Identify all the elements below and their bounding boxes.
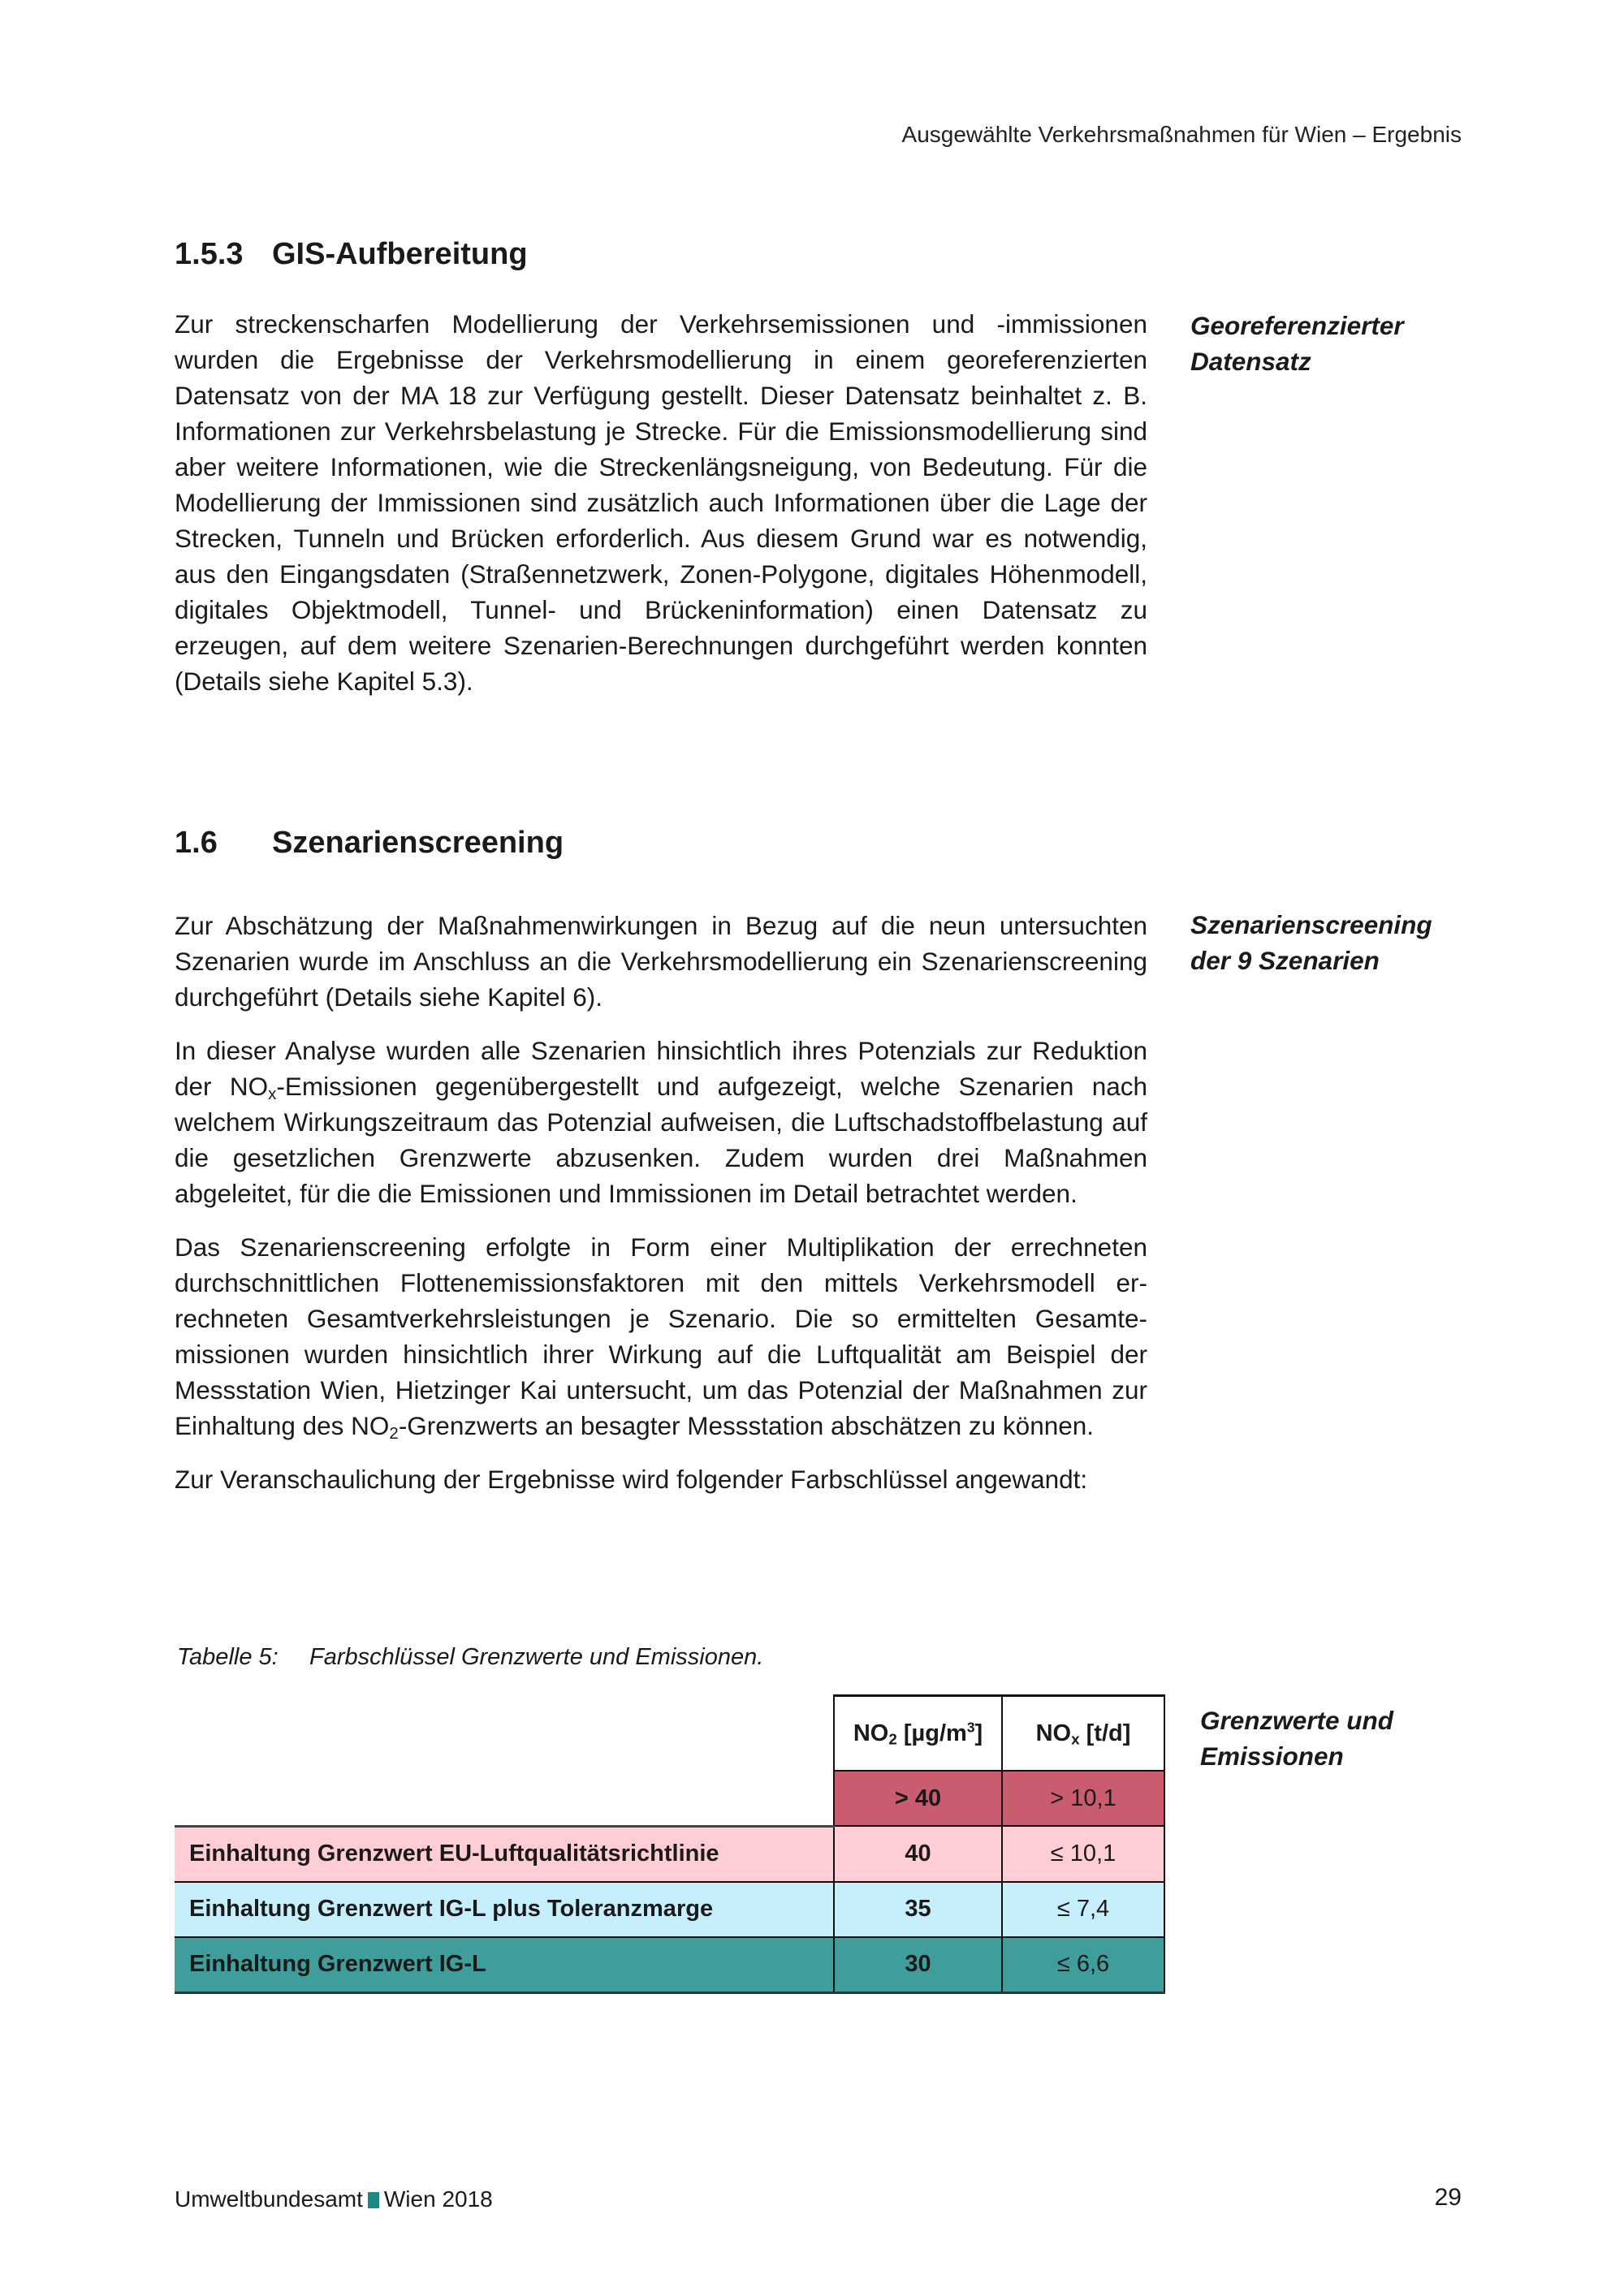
text-run: -Emissionen gegenübergestellt und aufgezeigt, welche Szenarien nach welchem Wirkungszeitraum das Potenzial aufweisen, die Luftschadstoffbelastung auf die gesetzlichen Grenzwerte abzusenken. Zudem wurden drei Maßnahmen abgeleitet, für die die Emissionen und Immissionen im Detail betrachtet werden. (175, 1072, 1147, 1208)
no2-value-cell: 40 (834, 1826, 1002, 1882)
row-label: Einhaltung Grenzwert EU-Luftqualitätsrichtlinie (175, 1826, 834, 1882)
subscript: x (268, 1085, 277, 1104)
section-title: Szenarienscreening (272, 826, 564, 860)
margin-note-line: Emissionen (1200, 1741, 1344, 1771)
margin-note-georeferenced (1190, 308, 1404, 379)
body-text (175, 1033, 1147, 1211)
publisher-name: Umweltbundesamt (175, 2186, 363, 2212)
no2-value-cell: > 40 (834, 1771, 1002, 1826)
table-header-row (175, 1696, 1164, 1772)
gis-paragraph (175, 306, 1147, 717)
margin-note-line: Datensatz (1190, 347, 1311, 376)
caption-text: Farbschlüssel Grenzwerte und Emissionen. (309, 1644, 764, 1670)
table-caption (177, 1644, 763, 1671)
text-run: In dieser Analyse wurden alle Szenarien hinsichtlich ihres Potenzials zur Reduktion der NO (175, 1036, 1147, 1101)
table-empty-cell (175, 1696, 834, 1772)
section-number: 1.6 (175, 826, 218, 860)
screening-paragraphs (175, 908, 1147, 1515)
margin-note-line: Grenzwerte und (1200, 1706, 1394, 1735)
footer-publisher (175, 2186, 493, 2212)
section-number: 1.5.3 (175, 237, 244, 271)
text-run: Das Szenarienscreening erfolgte in Form einer Multiplikation der errechneten durchschnittlichen Flottenemissionsfaktoren mit den mittels Verkehrsmodell errechneten Gesamtverkehrsleistungen je Szenario. Die so ermittelten Gesamtemissionen wurden hinsichtlich ihrer Wirkung auf die Luftqualität am Beispiel der Messstation Wien, Hietzinger Kai untersucht, um das Potenzial der Maßnahmen zur Einhaltung des NO (175, 1232, 1147, 1440)
body-text: Zur Veranschaulichung der Ergebnisse wird folgender Farbschlüssel angewandt: (175, 1465, 1088, 1494)
body-text (175, 1229, 1147, 1444)
margin-note-screening (1190, 907, 1432, 978)
nox-value-cell: ≤ 6,6 (1002, 1937, 1164, 1993)
section-heading-screening (175, 826, 564, 861)
table-empty-cell (175, 1771, 834, 1826)
table-row (175, 1937, 1164, 1993)
body-text: Zur Abschätzung der Maßnahmenwirkungen in Bezug auf die neun untersuchten Szenarien wurde im Anschluss an die Verkehrsmodellierung ein Szenarienscreening durchgeführt (Details siehe Kapitel 6). (175, 911, 1147, 1012)
section-heading-gis (175, 237, 528, 272)
margin-note-line: Georeferenzierter (1190, 311, 1404, 340)
nox-value-cell: ≤ 7,4 (1002, 1882, 1164, 1937)
no2-value-cell: 35 (834, 1882, 1002, 1937)
column-header-nox: $NO_x$ [t/d] (1002, 1696, 1164, 1772)
no2-value-cell: 30 (834, 1937, 1002, 1993)
column-header-no2: $NO_2$ $[\mu g/m^3]$ (834, 1696, 1002, 1772)
body-text: Zur streckenscharfen Modellierung der Verkehrsemissionen und -immissionen wurden die Ergebnisse der Verkehrsmodellierung in einem georeferenzierten Datensatz von der MA 18 zur Verfügung gestellt. Dieser Datensatz beinhaltet z. B. Informationen zur Verkehrsbelastung je Strecke. Für die Emissionsmodellierung sind aber weitere Informationen, wie die Streckenlängsneigung, von Bedeutung. Für die Modellierung der Immissionen sind zusätzlich auch Informationen über die Lage der Strecken, Tunneln und Brücken erforderlich. Aus diesem Grund war es notwendig, aus den Eingangsdaten (Straßennetzwerk, Zonen-Polygone, digitales Höhenmodell, digitales Objektmodell, Tunnel- und Brückeninformation) einen Datensatz zu erzeugen, auf dem weitere Szenarien-Berechnungen durchgeführt werden konnten (Details siehe Kapitel 5.3). (175, 309, 1147, 696)
table-row (175, 1771, 1164, 1826)
running-header: Ausgewählte Verkehrsmaßnahmen für Wien – Ergebnis (901, 122, 1462, 147)
nox-value-cell: ≤ 10,1 (1002, 1826, 1164, 1882)
square-bullet-icon (368, 2192, 379, 2208)
table-row (175, 1826, 1164, 1882)
color-key-table (175, 1694, 1165, 1994)
table-row (175, 1882, 1164, 1937)
margin-note-limits (1200, 1703, 1393, 1774)
page-number: 29 (1434, 2184, 1462, 2211)
row-label: Einhaltung Grenzwert IG-L (175, 1937, 834, 1993)
row-label: Einhaltung Grenzwert IG-L plus Toleranzmarge (175, 1882, 834, 1937)
place-year: Wien 2018 (383, 2186, 493, 2212)
section-title: GIS-Aufbereitung (272, 237, 528, 271)
subscript: 2 (389, 1424, 399, 1444)
caption-label: Tabelle 5: (177, 1644, 279, 1670)
nox-value-cell: > 10,1 (1002, 1771, 1164, 1826)
text-run: -Grenzwerts an besagter Messstation abschätzen zu können. (398, 1411, 1095, 1440)
margin-note-line: der 9 Szenarien (1190, 946, 1380, 975)
margin-note-line: Szenarienscreening (1190, 910, 1432, 939)
